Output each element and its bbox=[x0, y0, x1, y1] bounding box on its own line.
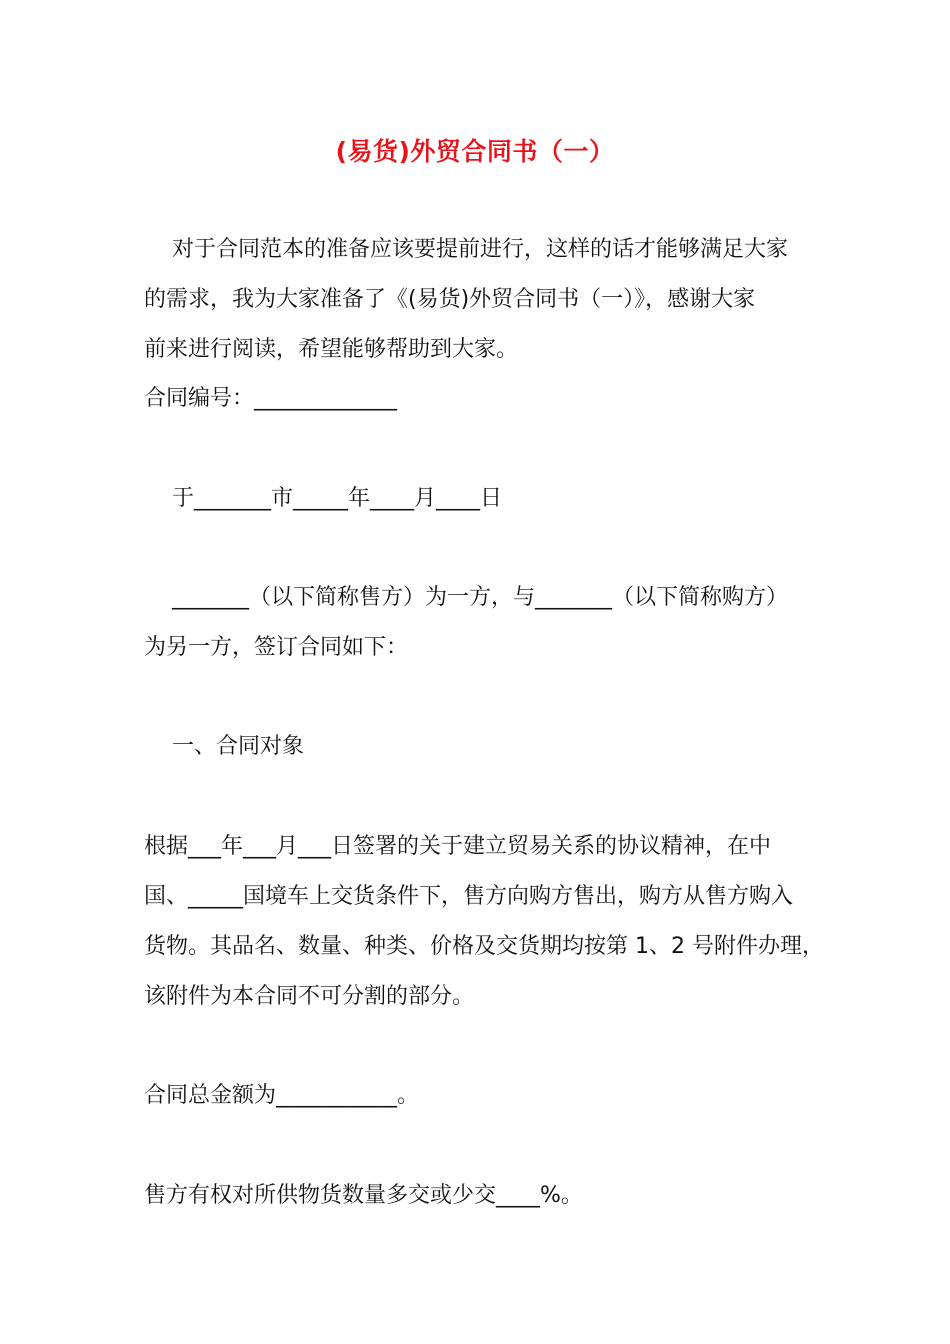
contract-number-field: 合同编号：_____________ bbox=[144, 386, 398, 411]
section-heading: 一、合同对象 bbox=[172, 734, 305, 759]
intro-line-3: 前来进行阅读，希望能够帮助到大家。 bbox=[144, 337, 519, 362]
intro-line-1: 对于合同范本的准备应该要提前进行，这样的话才能够满足大家 bbox=[172, 237, 789, 262]
section-body-line-3: 货物。其品名、数量、种类、价格及交货期均按第 1、2 号附件办理， bbox=[144, 934, 824, 959]
parties-line-2: 为另一方，签订合同如下： bbox=[144, 635, 409, 660]
section-body-line-2: 国、_____国境车上交货条件下，售方向购方售出，购方从售方购入 bbox=[144, 884, 794, 909]
total-amount-line: 合同总金额为___________。 bbox=[144, 1083, 420, 1108]
section-body-line-1: 根据___年___月___日签署的关于建立贸易关系的协议精神，在中 bbox=[144, 834, 772, 859]
section-body-line-4: 该附件为本合同不可分割的部分。 bbox=[144, 984, 475, 1009]
intro-line-2: 的需求，我为大家准备了《(易货)外贸合同书（一）》，感谢大家 bbox=[144, 287, 756, 312]
place-date-line: 于_______市_____年____月____日 bbox=[172, 486, 503, 511]
quantity-tolerance-line: 售方有权对所供物货数量多交或少交____%。 bbox=[144, 1183, 583, 1208]
parties-line-1: _______（以下简称售方）为一方，与_______（以下简称购方） bbox=[172, 585, 789, 610]
document-title: (易货)外贸合同书（一） bbox=[335, 137, 615, 166]
